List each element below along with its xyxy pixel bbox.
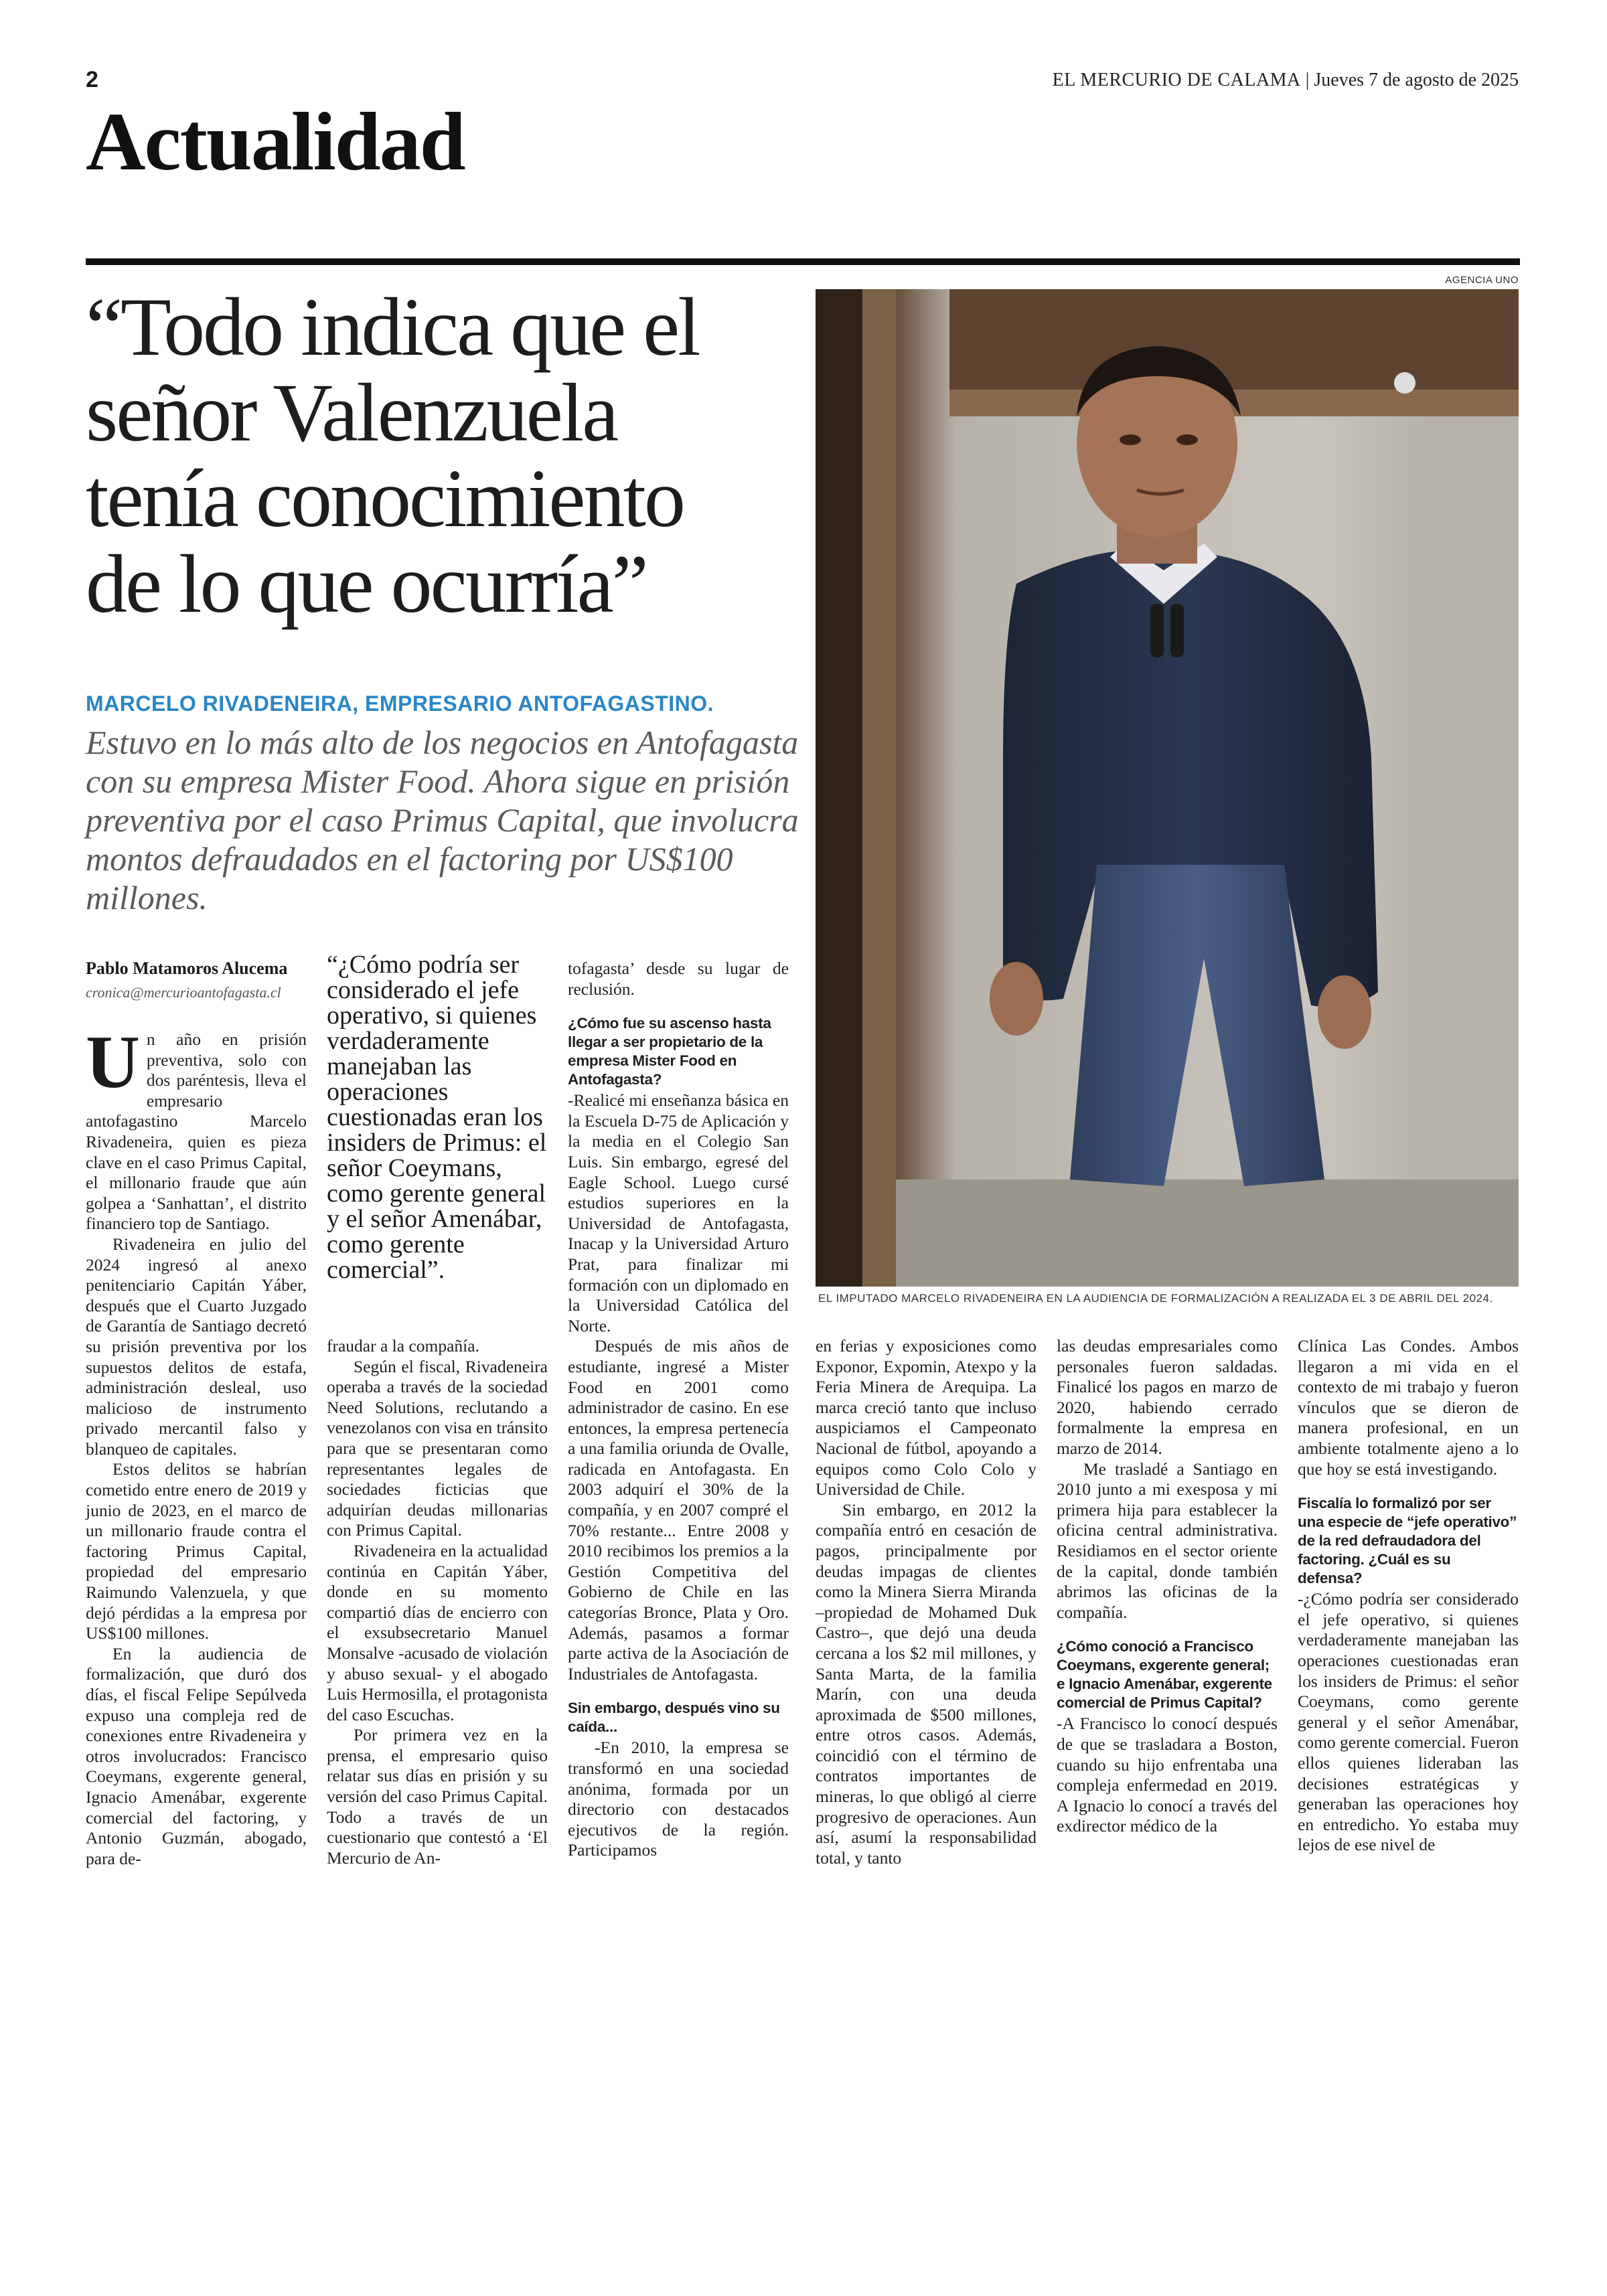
headline-line: de lo que ocurría”	[86, 538, 647, 630]
page-number: 2	[86, 67, 98, 92]
body-column-6	[1298, 1336, 1519, 1856]
interview-question: Fiscalía lo formalizó por ser una especie de “jefe operativo” de la red defraudadora del factoring. ¿Cuál es su defensa?	[1298, 1495, 1517, 1587]
section-rule	[86, 258, 1520, 265]
headline-line: señor Valenzuela	[86, 367, 617, 459]
section-title: Actualidad	[86, 96, 465, 187]
body-paragraph: Estos delitos se habrían cometido entre enero de 2019 y junio de 2023, en el marco de un millonario fraude contra el factoring Primus Capital, propiedad del empresario Raimundo Valenzuela, y que dejó pérdidas a la empresa por US$100 millones.	[86, 1459, 307, 1643]
lead-text: Estuvo en lo más alto de los negocios en Antofagasta con su empresa Mister Food. Ahora sigue en prisión preventiva por el caso Primus Capital, que involucra montos defraudados en el factoring por US$100 millones.	[86, 724, 799, 916]
body-paragraph: -¿Cómo podría ser considerado el jefe operativo, si quienes verdaderamente manejaban las operaciones cuestionadas eran los insiders de Primus: el señor Coeymans, como gerente general y el señor Amenábar, como gerente comercial. Fueron ellos quienes lideraban las decisiones estratégicas y generaban las operaciones hoy en entredicho. Yo estaba muy lejos de ese nivel de	[1298, 1589, 1519, 1855]
photo-caption: EL IMPUTADO MARCELO RIVADENEIRA EN LA AUDIENCIA DE FORMALIZACIÓN A REALIZADA EL 3 DE ABRIL DEL 2024.	[818, 1292, 1493, 1305]
interview-question: ¿Cómo conoció a Francisco Coeymans, exgerente general; e Ignacio Amenábar, exgerente comercial de Primus Capital?	[1057, 1638, 1272, 1712]
author-name: Pablo Matamoros Alucema	[86, 959, 288, 978]
headline-line: “Todo indica que el	[86, 281, 699, 373]
body-paragraph: Me trasladé a Santiago en 2010 junto a mi exesposa y mi primera hija para establecer la oficina central administrativa. Residiamos en el sector oriente de la capital, donde también abrimos las oficinas de la compañía.	[1057, 1459, 1278, 1622]
article-photo	[816, 289, 1519, 1287]
publication-date: Jueves 7 de agosto de 2025	[1314, 70, 1519, 90]
body-column-2	[327, 1336, 548, 1868]
body-column-5	[1057, 1336, 1278, 1837]
interview-question: Sin embargo, después vino su caída...	[568, 1700, 780, 1736]
drop-cap: U	[86, 1021, 140, 1104]
headline-line: tenía conocimiento	[86, 453, 684, 544]
body-paragraph: Rivadeneira en julio del 2024 ingresó al anexo penitenciario Capitán Yáber, después que el Cuarto Juzgado de Garantía de Santiago decretó su prisión preventiva por los supuestos delitos de estafa, administración desleal, uso malicioso de instrumento privado mercantil falso y blanqueo de capitales.	[86, 1234, 307, 1459]
body-paragraph: Por primera vez en la prensa, el empresario quiso relatar sus días en prisión y su versión del caso Primus Capital. Todo a través de un cuestionario que contestó a ‘El Mercurio de An-	[327, 1725, 548, 1868]
lead-kicker: MARCELO RIVADENEIRA, EMPRESARIO ANTOFAGASTINO.	[86, 691, 714, 716]
body-paragraph: fraudar a la compañía.	[327, 1336, 479, 1356]
pull-quote: “¿Cómo podría ser considerado el jefe operativo, si quienes verdaderamente manejaban las operaciones cuestionadas eran los insiders de Primus: el señor Coeymans, como gerente general y el señor Amenábar, como gerente comercial”.	[327, 951, 547, 1284]
lead-paragraph	[86, 680, 809, 917]
body-paragraph: Un año en prisión preventiva, solo con dos paréntesis, lleva el empresario antofagastino Marcelo Rivadeneira, quien es pieza clave en el caso Primus Capital, el millonario fraude que aún golpea a ‘Sanhattan’, el distrito financiero top de Santiago.	[86, 1021, 307, 1234]
author-email: cronica@mercurioantofagasta.cl	[86, 984, 281, 1001]
masthead	[1053, 70, 1519, 91]
body-paragraph: -Realicé mi enseñanza básica en la Escuela D-75 de Aplicación y la media en el Colegio San Luis. Sin embargo, egresé del Eagle School. Luego cursé estudios superiores en la Universidad de Antofagasta, Inacap y la Universidad Arturo Prat, para finalizar mi formación con un diplomado en la Universidad Católica del Norte.	[568, 1090, 789, 1335]
body-paragraph: Sin embargo, en 2012 la compañía entró en cesación de pagos, principalmente por deudas impagas de clientes como la Minera Sierra Miranda –propiedad de Mohamed Duk Castro–, que dejó una deuda cercana a los $2 mil millones, y Santa Marta, de la familia Marín, con una deuda aproximada de $500 millones, entre otros casos. Además, coincidió con el término de contratos importantes de mineras, lo que obligó al cierre progresivo de operaciones. Aun así, asumí la responsabilidad total, y tanto	[816, 1499, 1037, 1868]
body-paragraph: Clínica Las Condes. Ambos llegaron a mi vida en el contexto de mi trabajo y fueron vínculos que se dieron de manera profesional, en un ambiente totalmente ajeno a lo que hoy se está investigando.	[1298, 1336, 1519, 1479]
body-paragraph: tofagasta’ desde su lugar de reclusión.	[568, 959, 789, 999]
body-paragraph: Según el fiscal, Rivadeneira operaba a través de la sociedad Need Solutions, reclutando a venezolanos con visa en tránsito para que se presentaran como representantes legales de sociedades ficticias que adquirían deudas millonarias con Primus Capital.	[327, 1356, 548, 1540]
interview-question: ¿Cómo fue su ascenso hasta llegar a ser propietario de la empresa Mister Food en Antofagasta?	[568, 1015, 771, 1088]
portrait-illustration	[816, 289, 1519, 1287]
body-paragraph: -A Francisco lo conocí después de que se trasladara a Boston, cuando su hijo enfrentaba una compleja enfermedad en 2019. A Ignacio lo conocí a través del exdirector médico de la	[1057, 1714, 1278, 1836]
body-paragraph: Rivadeneira en la actualidad continúa en Capitán Yáber, donde en su momento compartió días de encierro con el exsubsecretario Manuel Monsalve -acusado de violación y abuso sexual- y el abogado Luis Hermosilla, el protagonista del caso Escuchas.	[327, 1540, 548, 1724]
body-paragraph: las deudas empresariales como personales fueron saldadas. Finalicé los pagos en marzo de 2020, habiendo cerrado formalmente la empresa en marzo de 2014.	[1057, 1336, 1278, 1458]
masthead-separator: |	[1305, 70, 1314, 90]
body-column-1	[86, 1021, 307, 1869]
body-paragraph: En la audiencia de formalización, que duró dos días, el fiscal Felipe Sepúlveda expuso una compleja red de conexiones entre Rivadeneira y otros involucrados: Francisco Coeymans, exgerente general, Ignacio Amenábar, exgerente comercial del factoring, y Antonio Guzmán, abogado, para de-	[86, 1643, 307, 1868]
headline	[86, 281, 822, 630]
body-paragraph: en ferias y exposiciones como Exponor, Expomin, Atexpo y la Feria Minera de Arequipa. La marca creció tanto que incluso auspiciamos el Campeonato Nacional de fútbol, apoyando a equipos como Colo Colo y Universidad de Chile.	[816, 1336, 1037, 1499]
body-paragraph: Después de mis años de estudiante, ingresé a Mister Food en 2001 como administrador de casino. En ese entonces, la empresa pertenecía a una familia oriunda de Ovalle, radicada en Antofagasta. En 2003 adquirí el 30% de la compañía, y en 2007 compré el 70% restante... Entre 2008 y 2010 recibimos los premios a la Gestión Competitiva del Gobierno de Chile en las categorías Bronce, Plata y Oro. Además, pasamos a formar parte activa de la Asociación de Industriales de Antofagasta.	[568, 1336, 789, 1684]
publication-name: EL MERCURIO DE CALAMA	[1052, 70, 1301, 90]
body-column-4	[816, 1336, 1037, 1868]
photo-credit: AGENCIA UNO	[1445, 274, 1519, 286]
body-paragraph: -En 2010, la empresa se transformó en una sociedad anónima, formada por un directorio con destacados ejecutivos de la región. Participamos	[568, 1738, 789, 1860]
body-column-3	[568, 959, 789, 1861]
